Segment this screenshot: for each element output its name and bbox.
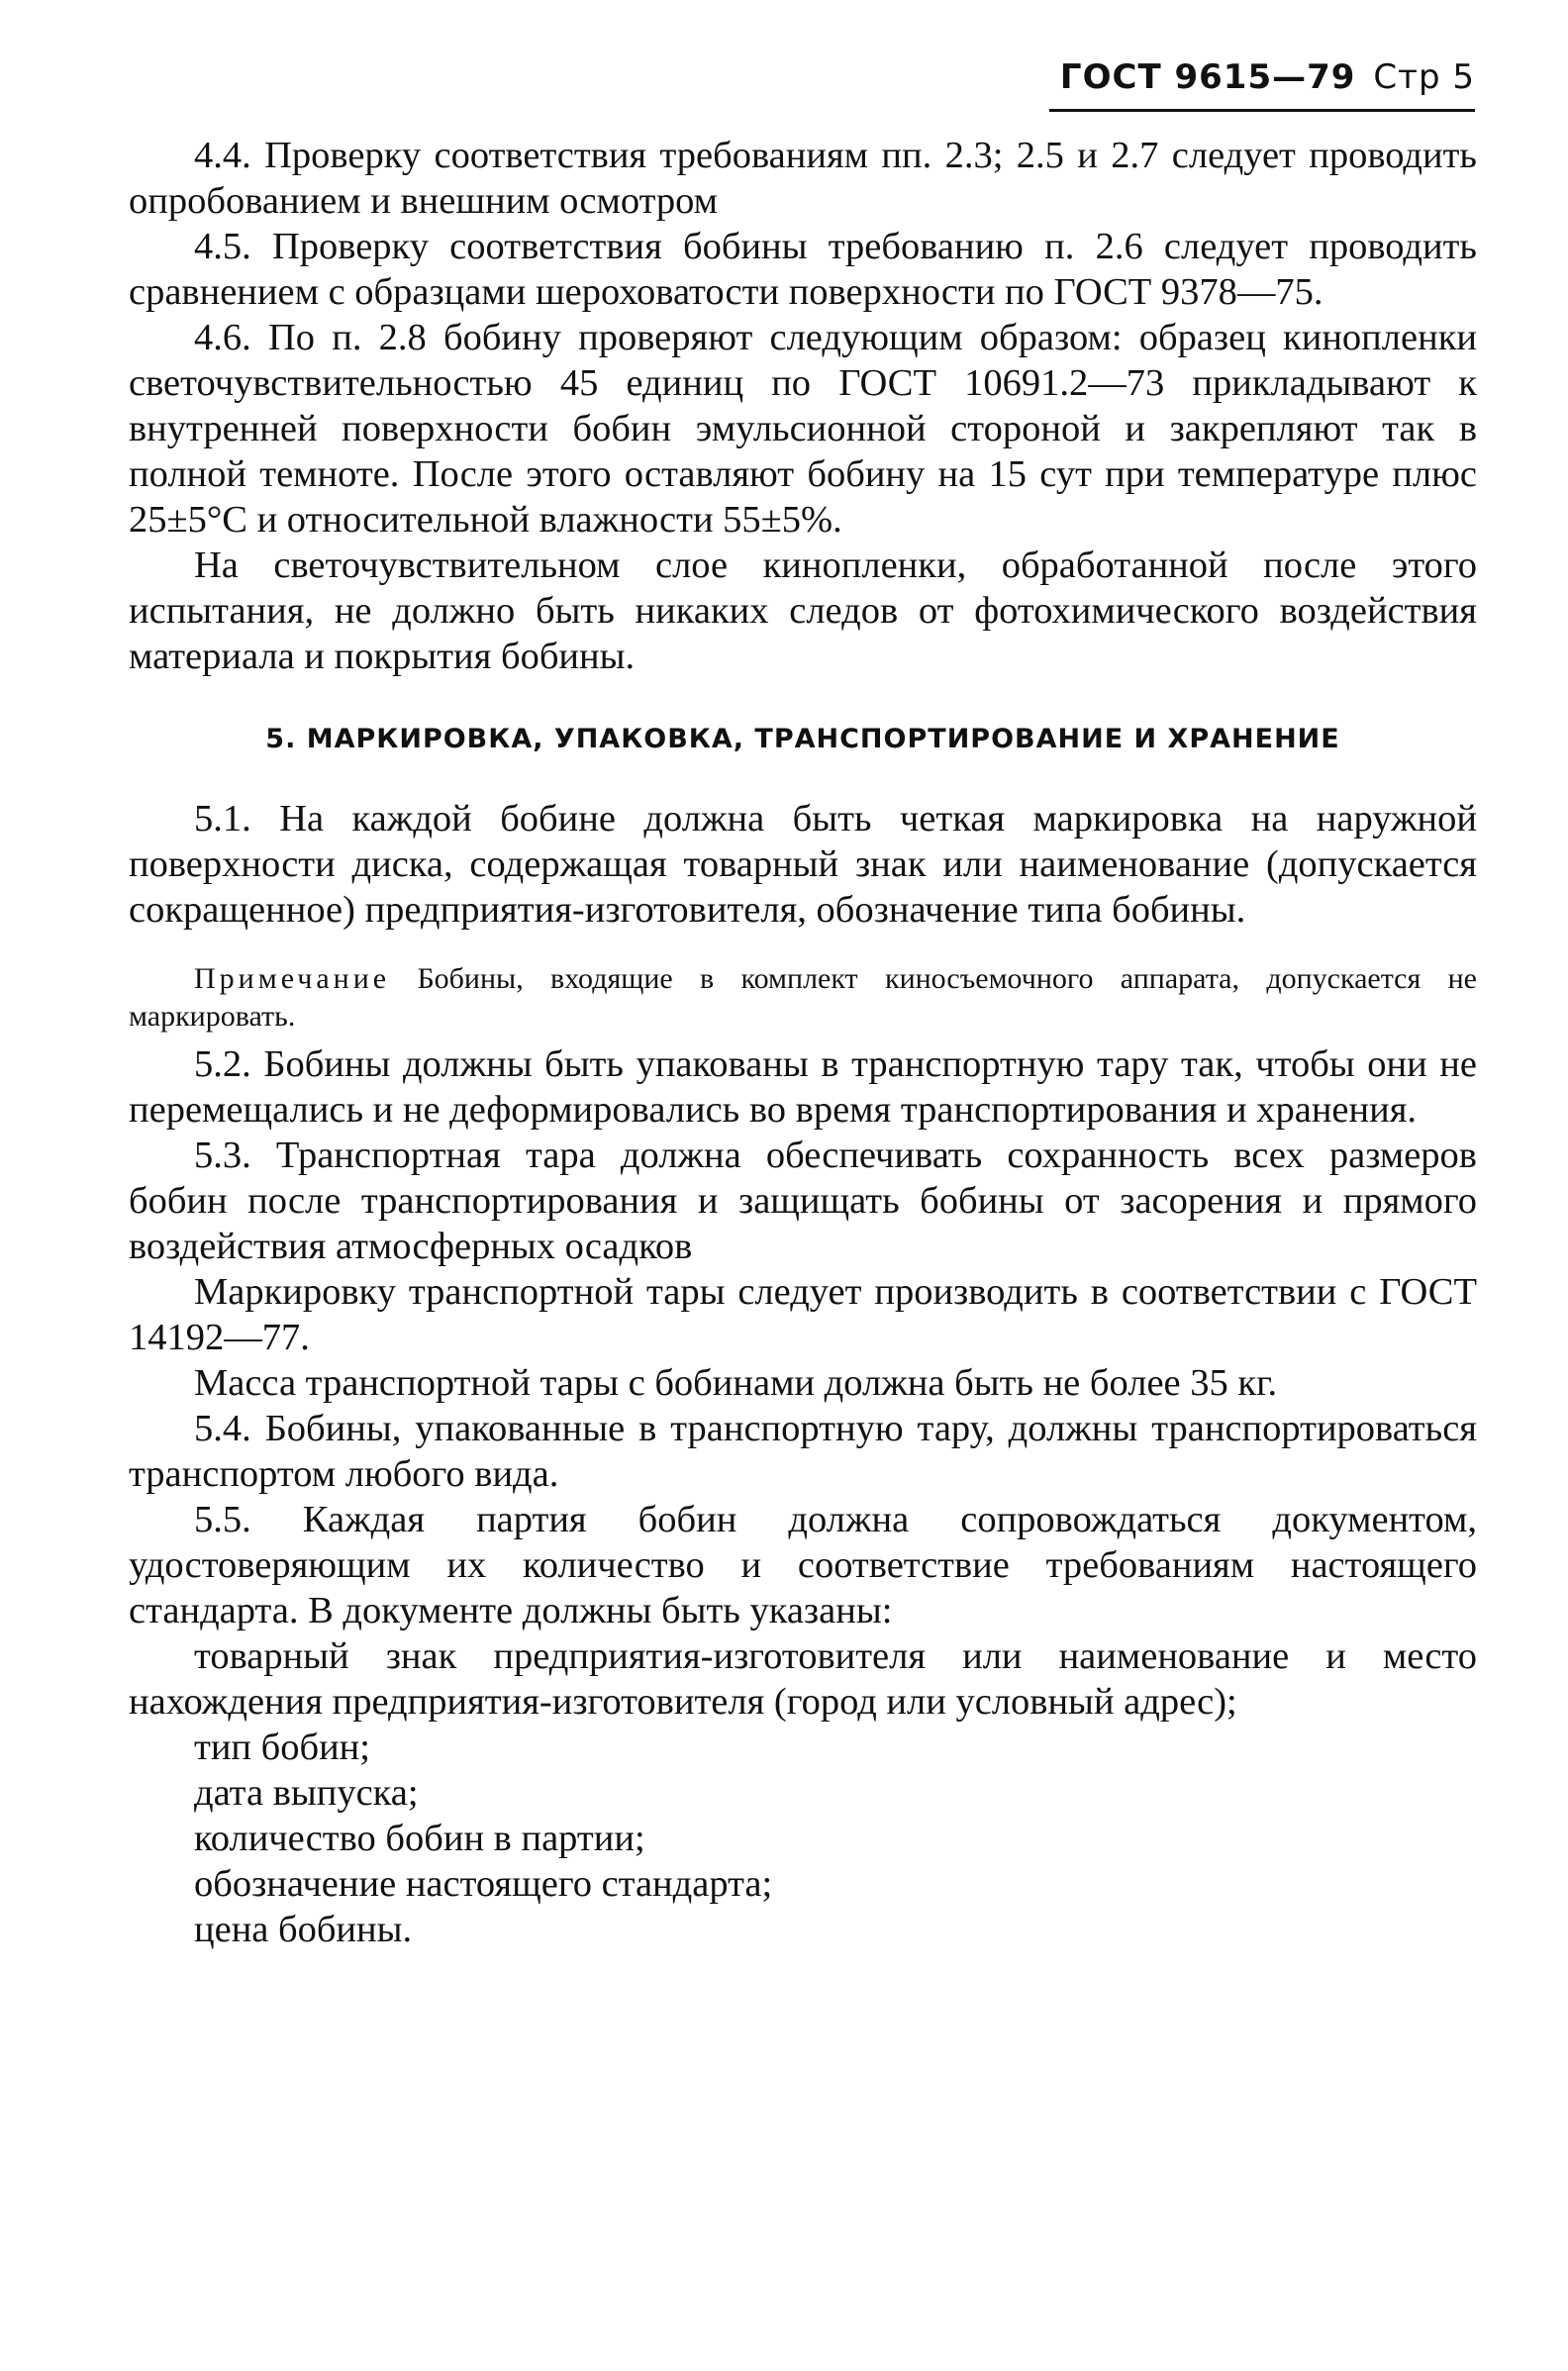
list-item: тип бобин; [194, 1727, 370, 1768]
note-text: Бобины, входящие в комплект киносъемочного аппарата, допускается не маркировать. [129, 962, 1477, 1033]
paragraph-4-6: 4.6. По п. 2.8 бобину проверяют следующим образом: образец кинопленки светочувствительностью 45 единиц по ГОСТ 10691.2—73 прикладывают к внутренней поверхности бобин эмульсионной стороной и закрепляют так в полной темноте. После этого оставляют бобину на 15 сут при температуре плюс 25±5°С и относительной влажности 55±5%. [129, 317, 1477, 541]
list-item: обозначение настоящего стандарта; [194, 1863, 773, 1905]
list-item: товарный знак предприятия-изготовителя или наименование и место нахождения предприятия-изготовителя (город или условный адрес); [129, 1635, 1477, 1723]
paragraph-4-6-result: На светочувствительном слое кинопленки, обработанной после этого испытания, не должно быть никаких следов от фотохимического воздействия материала и покрытия бобины. [129, 544, 1477, 677]
document-body [129, 133, 1477, 1952]
note-label: Примечание [194, 962, 391, 995]
paragraph-4-5: 4.5. Проверку соответствия бобины требованию п. 2.6 следует проводить сравнением с образцами шероховатости поверхности по ГОСТ 9378—75. [129, 226, 1477, 313]
paragraph-5-4: 5.4. Бобины, упакованные в транспортную тару, должны транспортироваться транспортом любого вида. [129, 1408, 1477, 1495]
header-rule [1049, 109, 1475, 112]
paragraph-5-2: 5.2. Бобины должны быть упакованы в транспортную тару так, чтобы они не перемещались и не деформировались во время транспортирования и хранения. [129, 1043, 1477, 1131]
note [129, 960, 1477, 1036]
page-header [1049, 57, 1475, 137]
page-number: Стр 5 [1373, 57, 1475, 97]
paragraph-5-3-marking: Маркировку транспортной тары следует производить в соответствии с ГОСТ 14192—77. [129, 1271, 1477, 1358]
paragraph-5-5: 5.5. Каждая партия бобин должна сопровождаться документом, удостоверяющим их количество и соответствие требованиям настоящего стандарта. В документе должны быть указаны: [129, 1499, 1477, 1631]
list-item: дата выпуска; [194, 1772, 419, 1814]
paragraph-5-3: 5.3. Транспортная тара должна обеспечивать сохранность всех размеров бобин после транспортирования и защищать бобины от засорения и прямого воздействия атмосферных осадков [129, 1135, 1477, 1267]
standard-code: ГОСТ 9615—79 [1059, 57, 1356, 97]
paragraph-5-3-mass: Масса транспортной тары с бобинами должна быть не более 35 кг. [194, 1362, 1278, 1404]
list-item: количество бобин в партии; [194, 1818, 645, 1859]
paragraph-5-1: 5.1. На каждой бобине должна быть четкая маркировка на наружной поверхности диска, содержащая товарный знак или наименование (допускается сокращенное) предприятия-изготовителя, обозначение типа бобины. [129, 798, 1477, 931]
list-item: цена бобины. [194, 1909, 413, 1950]
header-text [1060, 57, 1475, 97]
paragraph-4-4: 4.4. Проверку соответствия требованиям пп. 2.3; 2.5 и 2.7 следует проводить опробованием и внешним осмотром [129, 135, 1477, 222]
section-5-heading: 5. МАРКИРОВКА, УПАКОВКА, ТРАНСПОРТИРОВАНИЕ И ХРАНЕНИЕ [265, 724, 1340, 754]
